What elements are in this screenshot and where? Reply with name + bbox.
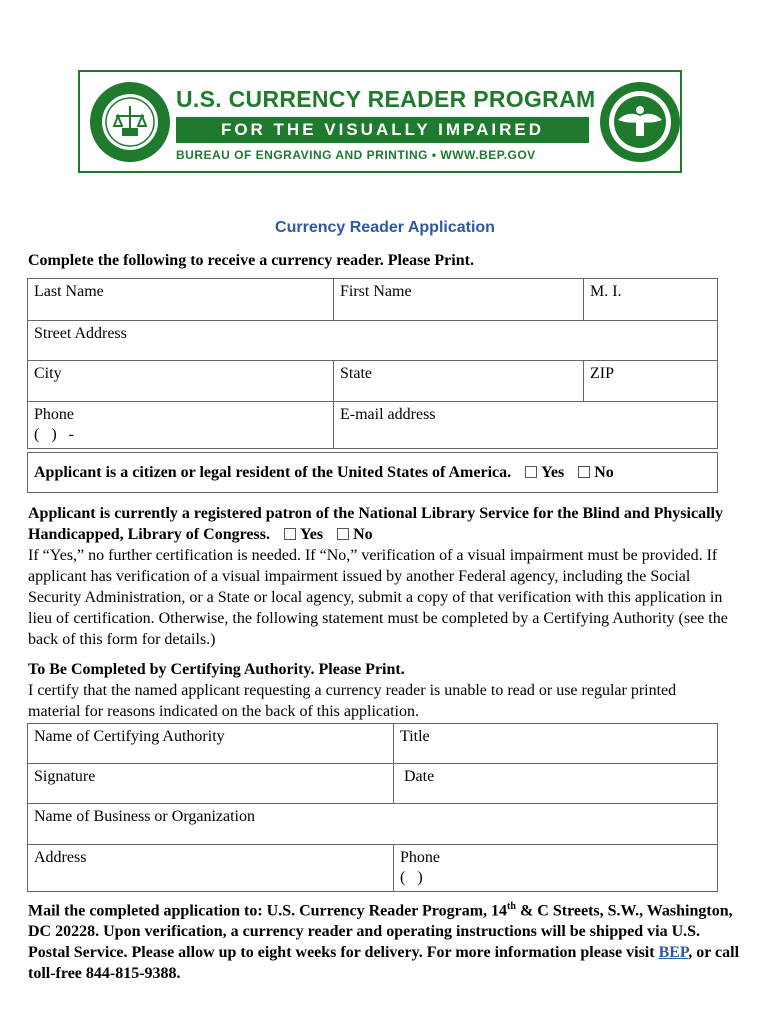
email-field[interactable]: [334, 402, 718, 449]
nls-no-label: No: [353, 526, 373, 543]
date-field[interactable]: [394, 764, 718, 804]
banner-subtitle: FOR THE VISUALLY IMPAIRED: [176, 117, 589, 143]
last-name-field[interactable]: [28, 279, 334, 321]
certifying-heading: To Be Completed by Certifying Authority. Please Print.: [28, 661, 405, 678]
certifier-phone-label: Phone: [400, 849, 440, 866]
state-label: State: [340, 365, 372, 382]
citizenship-question: Applicant is a citizen or legal resident of the United States of America.: [34, 463, 512, 481]
zip-label: ZIP: [590, 365, 614, 382]
citizenship-box: [27, 452, 718, 493]
street-address-label: Street Address: [34, 325, 127, 342]
citizen-yes-label: Yes: [541, 463, 565, 481]
mailing-instructions: [28, 896, 740, 984]
certifier-phone-field[interactable]: [394, 845, 718, 892]
phone-label: Phone: [34, 406, 74, 423]
date-label: Date: [404, 768, 435, 785]
email-label: E-mail address: [340, 406, 436, 423]
intro-text: Complete the following to receive a currency reader. Please Print.: [28, 252, 474, 269]
nls-no-checkbox[interactable]: [337, 528, 349, 540]
phone-format: ( ) -: [34, 426, 74, 443]
signature-label: Signature: [34, 768, 96, 785]
nls-yes-checkbox[interactable]: [284, 528, 296, 540]
federal-reserve-seal-icon: [598, 80, 682, 164]
city-label: City: [34, 365, 62, 382]
street-address-field[interactable]: [28, 321, 718, 361]
certifier-name-label: Name of Certifying Authority: [34, 728, 225, 745]
business-label: Name of Business or Organization: [34, 808, 255, 825]
business-field[interactable]: [28, 804, 718, 845]
program-banner: [78, 70, 682, 173]
citizen-no-label: No: [594, 463, 614, 481]
mail-prefix: Mail the completed application to: U.S. Currency Reader Program, 14: [28, 902, 508, 920]
banner-title: U.S. CURRENCY READER PROGRAM: [176, 86, 596, 112]
citizen-yes-checkbox[interactable]: [525, 466, 537, 478]
nls-yes-label: Yes: [299, 526, 324, 543]
mail-superscript: th: [507, 901, 516, 912]
nls-section: [28, 503, 743, 650]
certifying-statement: I certify that the named applicant requesting a currency reader is unable to read or use regular printed material for reasons indicated on the back of this application.: [28, 682, 677, 720]
certifying-table: [27, 723, 718, 892]
nls-note: If “Yes,” no further certification is needed. If “No,” verification of a visual impairment must be provided. If applicant has verification of a visual impairment issued by another Federal agency, including the Social Security Administration, or a State or local agency, submit a copy of that verification with this application in lieu of certification. Otherwise, the following statement must be completed by a Certifying Authority (see the back of this form for details.): [28, 547, 728, 648]
last-name-label: Last Name: [34, 283, 104, 300]
middle-initial-label: M. I.: [590, 283, 622, 300]
certifier-title-label: Title: [400, 728, 430, 745]
city-field[interactable]: [28, 361, 334, 402]
certifier-address-label: Address: [34, 849, 87, 866]
treasury-seal-icon: [88, 80, 172, 164]
first-name-label: First Name: [340, 283, 412, 300]
bep-link[interactable]: BEP: [658, 944, 689, 962]
certifier-phone-format: ( ): [400, 869, 423, 886]
mail-middle: & C Streets, S.W., Washington, DC 20228. Upon verification, a currency reader and operating instructions will be shipped via U.S. Postal Service. Please allow up to eight weeks for delivery. For more information please visit: [28, 902, 733, 962]
certifier-address-field[interactable]: [28, 845, 394, 892]
phone-field[interactable]: [28, 402, 334, 449]
banner-footer: BUREAU OF ENGRAVING AND PRINTING • WWW.BEP.GOV: [176, 148, 536, 162]
zip-field[interactable]: [584, 361, 718, 402]
applicant-info-table: [27, 278, 718, 449]
citizen-no-checkbox[interactable]: [578, 466, 590, 478]
certifier-name-field[interactable]: [28, 724, 394, 764]
nls-question: Applicant is currently a registered patron of the National Library Service for the Blind and Physically Handicapped, Library of Congress.: [28, 505, 723, 543]
certifier-title-field[interactable]: [394, 724, 718, 764]
page-title: Currency Reader Application: [275, 219, 495, 236]
first-name-field[interactable]: [334, 279, 584, 321]
middle-initial-field[interactable]: [584, 279, 718, 321]
state-field[interactable]: [334, 361, 584, 402]
signature-field[interactable]: [28, 764, 394, 804]
mail-suffix: , or call toll-free 844-815-9388.: [28, 944, 740, 983]
